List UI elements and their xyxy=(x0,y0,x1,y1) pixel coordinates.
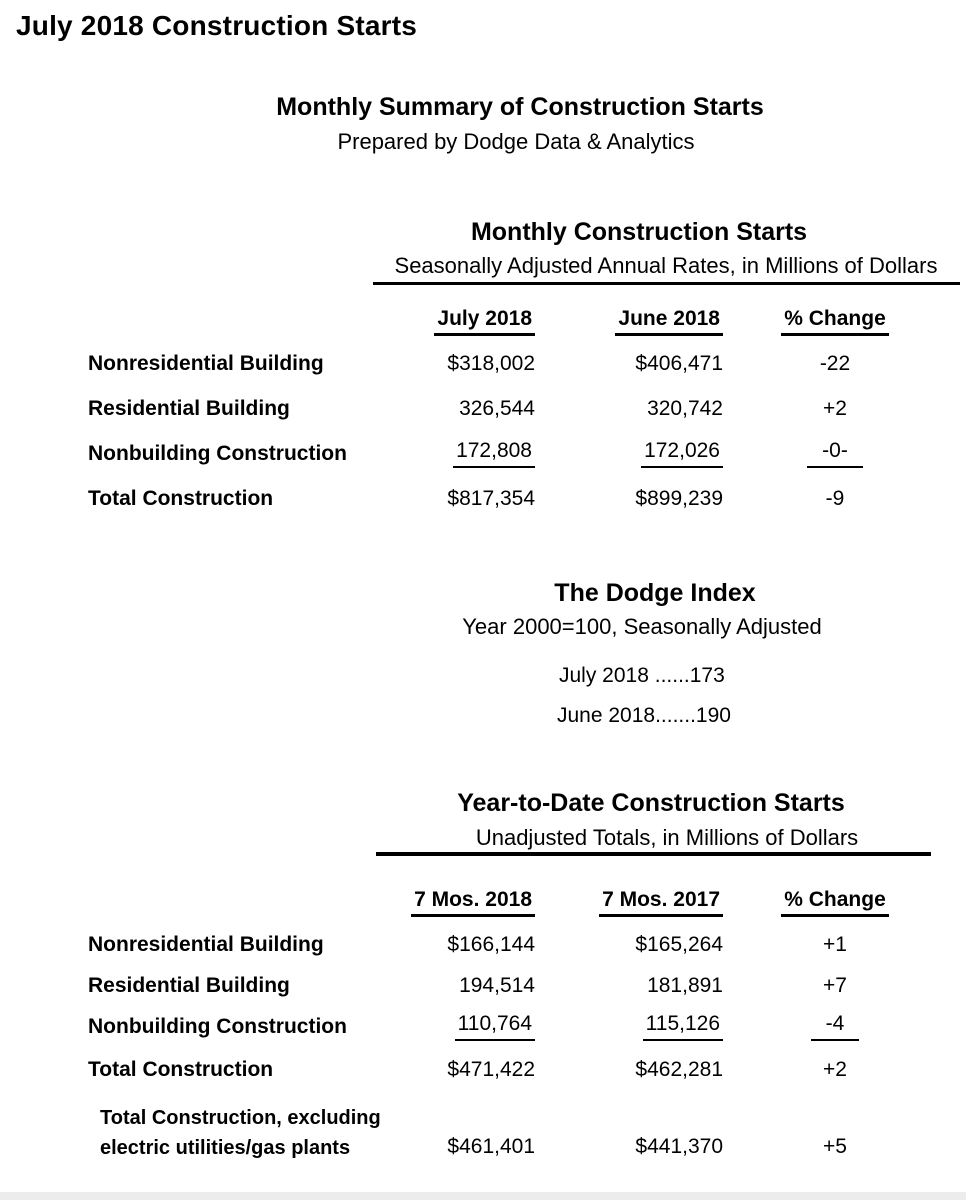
ytd-col-header-pct-change: % Change xyxy=(723,888,947,917)
table-cell: $899,239 xyxy=(635,486,723,510)
monthly-col-header-pct-change: % Change xyxy=(723,307,947,336)
excluding-label-line1: Total Construction, excluding xyxy=(100,1107,381,1129)
table-cell: +5 xyxy=(823,1135,847,1158)
monthly-section-heading: Monthly Construction Starts xyxy=(470,218,808,246)
table-cell: 320,742 xyxy=(647,396,723,420)
table-row-label: Nonresidential Building xyxy=(88,932,324,956)
table-cell: 194,514 xyxy=(459,973,535,997)
dodge-index-subheading: Year 2000=100, Seasonally Adjusted xyxy=(462,614,822,639)
table-cell: -4 xyxy=(723,1012,947,1041)
table-row-label: Total Construction xyxy=(88,1057,274,1081)
dodge-index-june-value: June 2018.......190 xyxy=(557,704,731,727)
table-row-label: Nonresidential Building xyxy=(88,351,324,375)
table-cell: 326,544 xyxy=(459,396,535,420)
table-cell: -22 xyxy=(819,351,851,375)
table-row-label: Nonbuilding Construction xyxy=(88,1014,347,1038)
table-cell: $462,281 xyxy=(635,1057,723,1081)
table-cell: +1 xyxy=(823,932,847,956)
table-cell: $166,144 xyxy=(447,932,535,956)
table-cell: 172,808 xyxy=(388,439,535,468)
monthly-section-rule xyxy=(373,282,960,285)
ytd-col-header-7mos-2017: 7 Mos. 2017 xyxy=(535,888,723,917)
excluding-label-line2: electric utilities/gas plants xyxy=(100,1137,351,1159)
table-cell: 110,764 xyxy=(388,1012,535,1041)
table-cell: $817,354 xyxy=(447,486,535,510)
page-bottom-scan-band xyxy=(0,1192,966,1200)
table-cell: $318,002 xyxy=(447,351,535,375)
doc-header-title: Monthly Summary of Construction Starts xyxy=(276,93,764,121)
doc-header-subtitle: Prepared by Dodge Data & Analytics xyxy=(337,129,695,154)
table-cell: $461,401 xyxy=(447,1135,535,1158)
monthly-section-subheading: Seasonally Adjusted Annual Rates, in Millions of Dollars xyxy=(394,253,938,278)
dodge-index-july-value: July 2018 ......173 xyxy=(559,664,725,687)
table-cell: 115,126 xyxy=(535,1012,723,1041)
page-title: July 2018 Construction Starts xyxy=(16,10,418,41)
table-cell: $165,264 xyxy=(635,932,723,956)
table-cell: -0- xyxy=(723,439,947,468)
table-cell: +7 xyxy=(823,973,847,997)
ytd-section-subheading: Unadjusted Totals, in Millions of Dollars xyxy=(475,825,859,850)
ytd-col-header-7mos-2018: 7 Mos. 2018 xyxy=(388,888,535,917)
table-cell: $406,471 xyxy=(635,351,723,375)
table-row-label: Residential Building xyxy=(88,973,290,997)
dodge-index-heading: The Dodge Index xyxy=(554,579,756,607)
table-cell: +2 xyxy=(823,1057,847,1081)
table-cell: $471,422 xyxy=(447,1057,535,1081)
monthly-table xyxy=(88,301,947,521)
table-cell: 181,891 xyxy=(647,973,723,997)
ytd-table xyxy=(88,880,947,1092)
table-row-label: Residential Building xyxy=(88,396,290,420)
table-cell: $441,370 xyxy=(635,1135,723,1158)
table-cell: +2 xyxy=(823,396,847,420)
ytd-section-rule xyxy=(376,852,931,856)
monthly-col-header-july-2018: July 2018 xyxy=(388,307,535,336)
ytd-excluding-row xyxy=(88,1103,947,1163)
table-cell: 172,026 xyxy=(535,439,723,468)
ytd-section-heading: Year-to-Date Construction Starts xyxy=(457,789,845,817)
table-cell: -9 xyxy=(825,486,845,510)
table-row-label: Nonbuilding Construction xyxy=(88,441,347,465)
table-row-label: Total Construction xyxy=(88,486,274,510)
monthly-col-header-june-2018: June 2018 xyxy=(535,307,723,336)
table-row-label xyxy=(88,1103,388,1163)
